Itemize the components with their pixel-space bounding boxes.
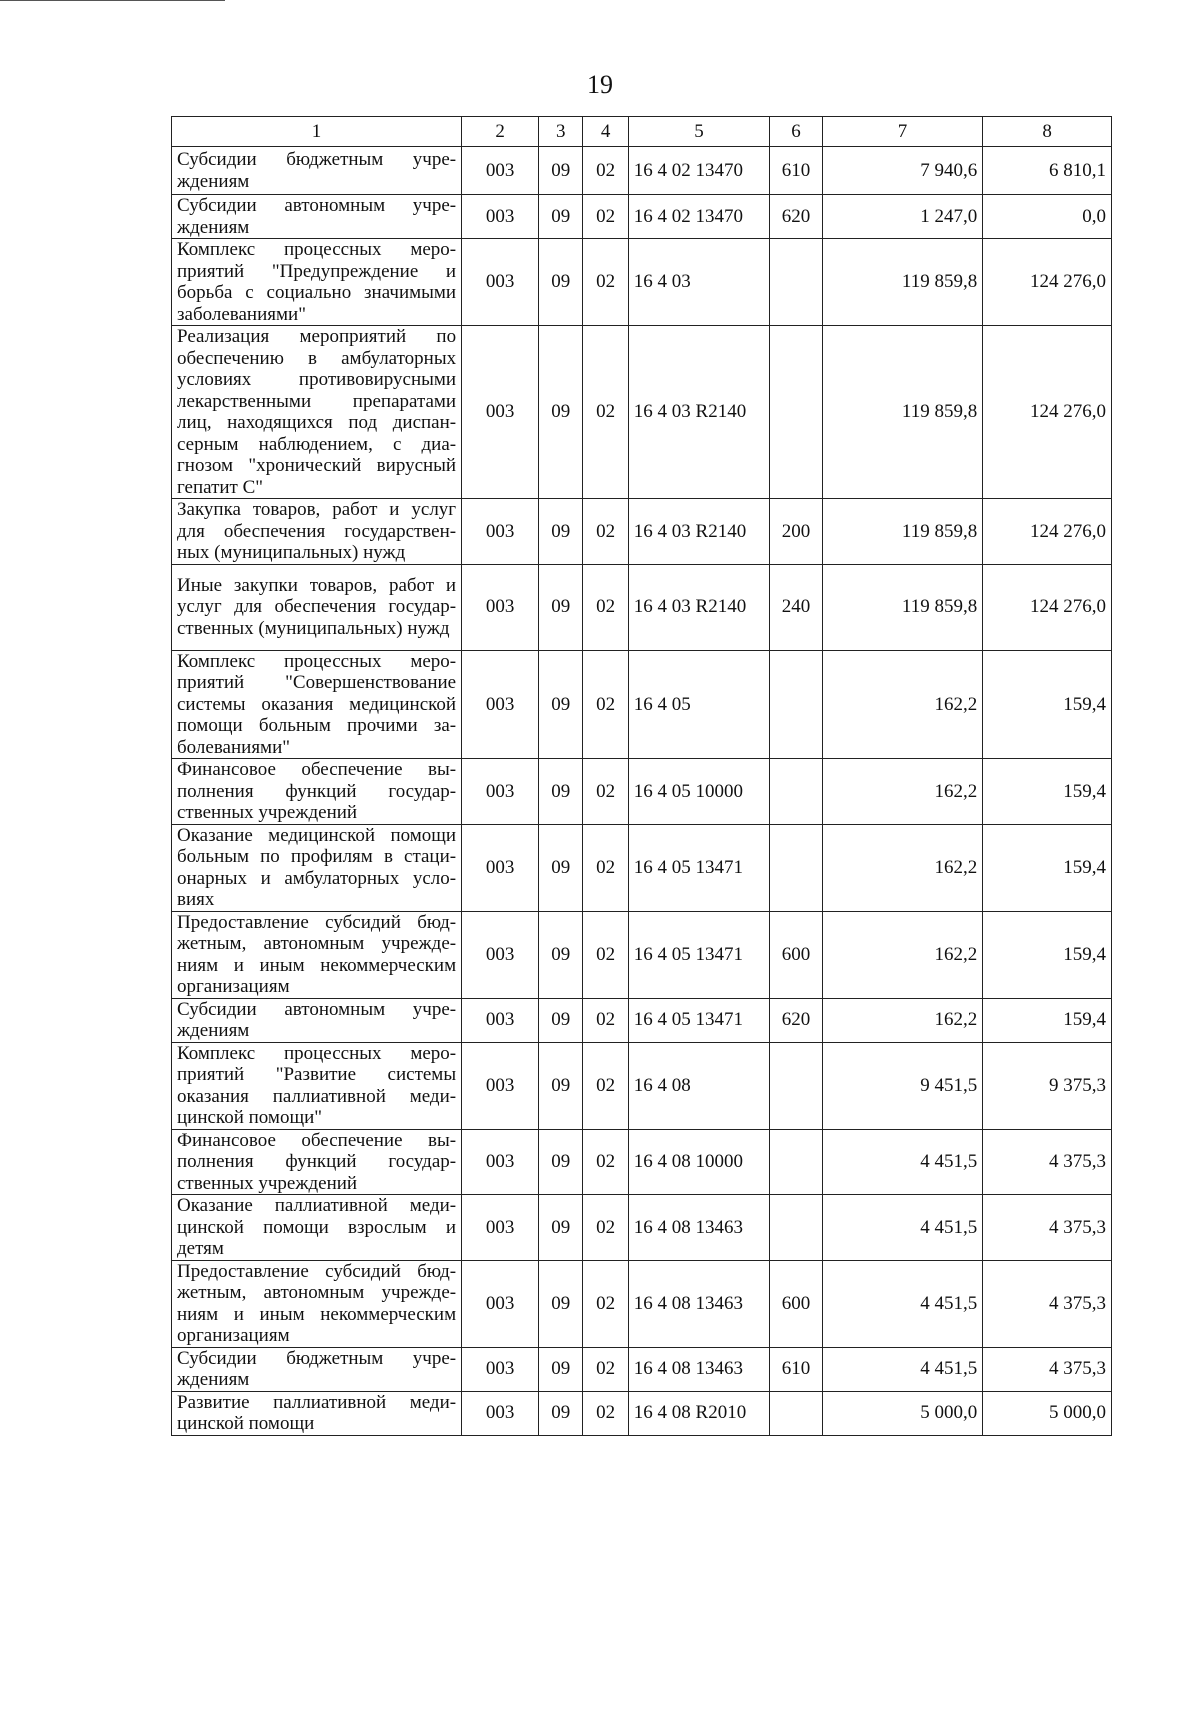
header-cell: 7	[822, 117, 982, 147]
expense-type-cell	[770, 1042, 823, 1129]
target-article-cell: 16 4 08	[628, 1042, 769, 1129]
amount-year1-cell: 162,2	[822, 911, 982, 998]
amount-year2-cell: 159,4	[983, 650, 1112, 759]
target-article-cell: 16 4 05 13471	[628, 998, 769, 1042]
grbs-code-cell: 003	[462, 650, 539, 759]
table-row	[172, 1129, 1112, 1195]
subsection-cell: 02	[583, 1260, 628, 1347]
amount-year2-cell: 9 375,3	[983, 1042, 1112, 1129]
amount-year1-cell: 162,2	[822, 998, 982, 1042]
header-row	[172, 117, 1112, 147]
section-cell: 09	[539, 759, 583, 825]
section-cell: 09	[539, 911, 583, 998]
target-article-cell: 16 4 08 R2010	[628, 1391, 769, 1435]
amount-year2-cell: 159,4	[983, 759, 1112, 825]
grbs-code-cell: 003	[462, 195, 539, 239]
expense-type-cell	[770, 824, 823, 911]
grbs-code-cell: 003	[462, 239, 539, 326]
target-article-cell: 16 4 05	[628, 650, 769, 759]
table-row	[172, 1042, 1112, 1129]
table-row	[172, 759, 1112, 825]
section-cell: 09	[539, 824, 583, 911]
grbs-code-cell: 003	[462, 1391, 539, 1435]
grbs-code-cell: 003	[462, 1347, 539, 1391]
section-cell: 09	[539, 1042, 583, 1129]
subsection-cell: 02	[583, 824, 628, 911]
amount-year2-cell: 124 276,0	[983, 499, 1112, 565]
section-cell: 09	[539, 326, 583, 499]
amount-year2-cell: 4 375,3	[983, 1260, 1112, 1347]
expense-type-cell: 620	[770, 195, 823, 239]
target-article-cell: 16 4 03 R2140	[628, 499, 769, 565]
section-cell: 09	[539, 499, 583, 565]
amount-year1-cell: 162,2	[822, 650, 982, 759]
header-cell: 2	[462, 117, 539, 147]
amount-year1-cell: 119 859,8	[822, 239, 982, 326]
section-cell: 09	[539, 1260, 583, 1347]
amount-year2-cell: 159,4	[983, 824, 1112, 911]
header-cell: 3	[539, 117, 583, 147]
target-article-cell: 16 4 05 13471	[628, 911, 769, 998]
amount-year1-cell: 119 859,8	[822, 564, 982, 650]
grbs-code-cell: 003	[462, 824, 539, 911]
table-row	[172, 564, 1112, 650]
grbs-code-cell: 003	[462, 759, 539, 825]
expense-type-cell	[770, 650, 823, 759]
expense-type-cell: 610	[770, 147, 823, 195]
subsection-cell: 02	[583, 195, 628, 239]
target-article-cell: 16 4 02 13470	[628, 147, 769, 195]
item-name-cell: Финансовое обеспечение вы-полнения функций государ-ственных учреждений	[172, 1129, 462, 1195]
table-row	[172, 499, 1112, 565]
section-cell: 09	[539, 564, 583, 650]
target-article-cell: 16 4 08 13463	[628, 1260, 769, 1347]
item-name-cell: Субсидии автономным учре-ждениям	[172, 998, 462, 1042]
subsection-cell: 02	[583, 1391, 628, 1435]
subsection-cell: 02	[583, 759, 628, 825]
budget-table	[171, 116, 1112, 1436]
subsection-cell: 02	[583, 1129, 628, 1195]
amount-year2-cell: 0,0	[983, 195, 1112, 239]
section-cell: 09	[539, 650, 583, 759]
amount-year1-cell: 4 451,5	[822, 1260, 982, 1347]
subsection-cell: 02	[583, 564, 628, 650]
target-article-cell: 16 4 05 10000	[628, 759, 769, 825]
scan-edge-line	[0, 0, 225, 1]
target-article-cell: 16 4 03 R2140	[628, 564, 769, 650]
grbs-code-cell: 003	[462, 147, 539, 195]
item-name-cell: Закупка товаров, работ и услуг для обеспечения государствен-ных (муниципальных) нужд	[172, 499, 462, 565]
grbs-code-cell: 003	[462, 564, 539, 650]
section-cell: 09	[539, 195, 583, 239]
expense-type-cell	[770, 239, 823, 326]
item-name-cell: Иные закупки товаров, работ и услуг для обеспечения государ-ственных (муниципальных) нужд	[172, 564, 462, 650]
target-article-cell: 16 4 08 13463	[628, 1195, 769, 1261]
item-name-cell: Развитие паллиативной меди-цинской помощи	[172, 1391, 462, 1435]
expense-type-cell: 620	[770, 998, 823, 1042]
expense-type-cell: 600	[770, 911, 823, 998]
amount-year2-cell: 4 375,3	[983, 1195, 1112, 1261]
expense-type-cell	[770, 759, 823, 825]
table-row	[172, 326, 1112, 499]
item-name-cell: Субсидии бюджетным учре-ждениям	[172, 1347, 462, 1391]
item-name-cell: Комплекс процессных меро-приятий "Развитие системы оказания паллиативной меди-цинской помощи"	[172, 1042, 462, 1129]
target-article-cell: 16 4 02 13470	[628, 195, 769, 239]
subsection-cell: 02	[583, 326, 628, 499]
expense-type-cell: 200	[770, 499, 823, 565]
header-cell: 8	[983, 117, 1112, 147]
amount-year1-cell: 162,2	[822, 824, 982, 911]
header-cell: 4	[583, 117, 628, 147]
page-number: 19	[587, 70, 613, 99]
table-row	[172, 239, 1112, 326]
section-cell: 09	[539, 147, 583, 195]
item-name-cell: Финансовое обеспечение вы-полнения функций государ-ственных учреждений	[172, 759, 462, 825]
table-row	[172, 650, 1112, 759]
section-cell: 09	[539, 998, 583, 1042]
amount-year1-cell: 1 247,0	[822, 195, 982, 239]
table-row	[172, 195, 1112, 239]
grbs-code-cell: 003	[462, 1195, 539, 1261]
amount-year2-cell: 124 276,0	[983, 239, 1112, 326]
amount-year2-cell: 159,4	[983, 998, 1112, 1042]
grbs-code-cell: 003	[462, 998, 539, 1042]
expense-type-cell: 600	[770, 1260, 823, 1347]
grbs-code-cell: 003	[462, 1042, 539, 1129]
subsection-cell: 02	[583, 1042, 628, 1129]
amount-year1-cell: 119 859,8	[822, 326, 982, 499]
amount-year1-cell: 7 940,6	[822, 147, 982, 195]
grbs-code-cell: 003	[462, 326, 539, 499]
item-name-cell: Оказание медицинской помощи больным по профилям в стаци-онарных и амбулаторных усло-виях	[172, 824, 462, 911]
amount-year2-cell: 4 375,3	[983, 1347, 1112, 1391]
table-row	[172, 1195, 1112, 1261]
item-name-cell: Субсидии автономным учре-ждениям	[172, 195, 462, 239]
subsection-cell: 02	[583, 239, 628, 326]
amount-year1-cell: 4 451,5	[822, 1129, 982, 1195]
expense-type-cell	[770, 1195, 823, 1261]
subsection-cell: 02	[583, 1347, 628, 1391]
expense-type-cell	[770, 326, 823, 499]
grbs-code-cell: 003	[462, 499, 539, 565]
amount-year2-cell: 6 810,1	[983, 147, 1112, 195]
item-name-cell: Реализация мероприятий по обеспечению в амбулаторных условиях противовирусными лекарственными препаратами лиц, находящихся под диспан-серным наблюдением, с диа-гнозом "хронический вирусный гепатит С"	[172, 326, 462, 499]
item-name-cell: Комплекс процессных меро-приятий "Совершенствование системы оказания медицинской помощи больным прочими за-болеваниями"	[172, 650, 462, 759]
target-article-cell: 16 4 08 13463	[628, 1347, 769, 1391]
item-name-cell: Предоставление субсидий бюд-жетным, автономным учрежде-ниям и иным некоммерческим организациям	[172, 911, 462, 998]
header-cell: 6	[770, 117, 823, 147]
section-cell: 09	[539, 1391, 583, 1435]
amount-year2-cell: 159,4	[983, 911, 1112, 998]
expense-type-cell: 610	[770, 1347, 823, 1391]
header-cell: 1	[172, 117, 462, 147]
item-name-cell: Субсидии бюджетным учре-ждениям	[172, 147, 462, 195]
subsection-cell: 02	[583, 1195, 628, 1261]
target-article-cell: 16 4 05 13471	[628, 824, 769, 911]
subsection-cell: 02	[583, 147, 628, 195]
header-cell: 5	[628, 117, 769, 147]
table-row	[172, 824, 1112, 911]
target-article-cell: 16 4 08 10000	[628, 1129, 769, 1195]
table-row	[172, 147, 1112, 195]
item-name-cell: Предоставление субсидий бюд-жетным, автономным учрежде-ниям и иным некоммерческим организациям	[172, 1260, 462, 1347]
section-cell: 09	[539, 1195, 583, 1261]
grbs-code-cell: 003	[462, 911, 539, 998]
subsection-cell: 02	[583, 650, 628, 759]
subsection-cell: 02	[583, 998, 628, 1042]
amount-year1-cell: 9 451,5	[822, 1042, 982, 1129]
table-row	[172, 1347, 1112, 1391]
subsection-cell: 02	[583, 499, 628, 565]
expense-type-cell	[770, 1391, 823, 1435]
amount-year1-cell: 4 451,5	[822, 1347, 982, 1391]
amount-year2-cell: 124 276,0	[983, 326, 1112, 499]
amount-year2-cell: 124 276,0	[983, 564, 1112, 650]
grbs-code-cell: 003	[462, 1260, 539, 1347]
amount-year2-cell: 4 375,3	[983, 1129, 1112, 1195]
item-name-cell: Комплекс процессных меро-приятий "Предупреждение и борьба с социально значимыми заболеваниями"	[172, 239, 462, 326]
target-article-cell: 16 4 03 R2140	[628, 326, 769, 499]
expense-type-cell	[770, 1129, 823, 1195]
table-row	[172, 911, 1112, 998]
item-name-cell: Оказание паллиативной меди-цинской помощи взрослым и детям	[172, 1195, 462, 1261]
section-cell: 09	[539, 1347, 583, 1391]
amount-year1-cell: 162,2	[822, 759, 982, 825]
table-row	[172, 1391, 1112, 1435]
target-article-cell: 16 4 03	[628, 239, 769, 326]
table-row	[172, 1260, 1112, 1347]
section-cell: 09	[539, 1129, 583, 1195]
section-cell: 09	[539, 239, 583, 326]
amount-year2-cell: 5 000,0	[983, 1391, 1112, 1435]
amount-year1-cell: 119 859,8	[822, 499, 982, 565]
subsection-cell: 02	[583, 911, 628, 998]
expense-type-cell: 240	[770, 564, 823, 650]
amount-year1-cell: 4 451,5	[822, 1195, 982, 1261]
table-row	[172, 998, 1112, 1042]
amount-year1-cell: 5 000,0	[822, 1391, 982, 1435]
grbs-code-cell: 003	[462, 1129, 539, 1195]
